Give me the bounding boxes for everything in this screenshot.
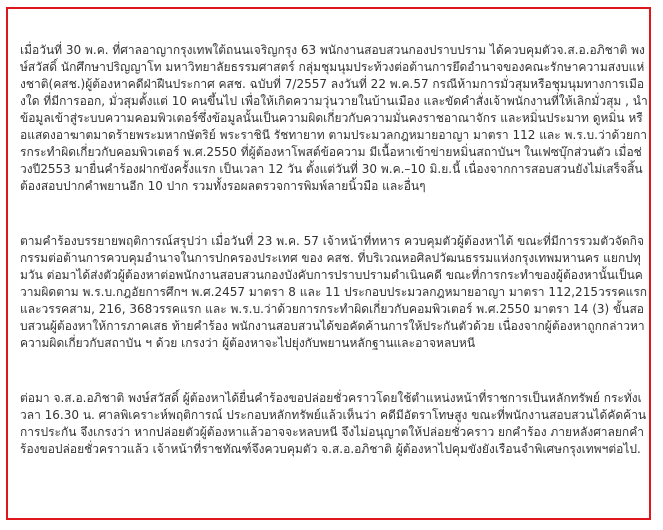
article-frame	[6, 7, 651, 520]
article-body	[20, 42, 648, 458]
article-paragraph-1: เมื่อวันที่ 30 พ.ค. ที่ศาลอาญากรุงเทพใต้ถนนเจริญกรุง 63 พนักงานสอบสวนกองปราบปราม ได้ควบคุมตัวจ.ส.อ.อภิชาติ พงษ์สวัสดิ์ นักศึกษาปริญญาโท มหาวิทยาลัยธรรมศาสตร์ กลุ่มชุมนุมประท้วงต่อต้านการยึดอำนาจของคณะรักษาความสงบแห่งชาติ(คสช.)ผู้ต้องหาคดีฝ่าฝืนประกาศ คสช. ฉบับที่ 7/2557 ลงวันที่ 22 พ.ค.57 กรณีห้ามการมั่วสุมหรือชุมนุมทางการเมืองใด ที่มีการออก, มั่วสุมตั้งแต่ 10 คนขึ้นไป เพื่อให้เกิดความวุ่นวายในบ้านเมือง และขัดคำสั่งเจ้าพนักงานที่ให้เลิกมั่วสุม , นำข้อมูลเข้าสู่ระบบความคอมพิวเตอร์ซึ่งข้อมูลนั้นเป็นความผิดเกี่ยวกับความมั่นคงราชอาณาจักร และหมิ่นประมาท ดูหมิ่น หรือแสดงอาฆาตมาดร้ายพระมหากษัตริย์ พระราชินี รัชทายาท ตามประมวลกฎหมายอาญา มาตรา 112 และ พ.ร.บ.ว่าด้วยการกระทำผิดเกี่ยวกับคอมพิวเตอร์ พ.ศ.2550 ที่ผู้ต้องหาโพสต์ข้อความ มีเนื้อหาเข้าข่ายหมิ่นสถาบันฯ ในเฟซบุ๊กส่วนตัว เมื่อช่วงปี2553 มายื่นคำร้องฝากขังครั้งแรก เป็นเวลา 12 วัน ตั้งแต่วันที่ 30 พ.ค.–10 มิ.ย.นี้ เนื่องจากการสอบสวนยังไม่เสร็จสิ้นต้องสอบปากคำพยานอีก 10 ปาก รวมทั้งรอผลตรวจการพิมพ์ลายนิ้วมือ และอื่นๆ	[20, 43, 648, 193]
article-paragraph-2: ตามคำร้องบรรยายพฤติการณ์สรุปว่า เมื่อวันที่ 23 พ.ค. 57 เจ้าหน้าที่ทหาร ควบคุมตัวผู้ต้องหาได้ ขณะที่มีการรวมตัวจัดกิจกรรมต่อต้านการควบคุมอำนาจในการปกครองประเทศ ของ คสช. ที่บริเวณหอศิลปวัฒนธรรมแห่งกรุงเทพมหานคร แยกปทุมวัน ต่อมาได้ส่งตัวผู้ต้องหาต่อพนักงานสอบสวนกองบังคับการปราบปรามดำเนินคดี ขณะที่การกระทำของผู้ต้องหานั้นเป็นความผิดตาม พ.ร.บ.กฎอัยการศึกฯ พ.ศ.2457 มาตรา 8 และ 11 ประกอบประมวลกฎหมายอาญา มาตรา 112,215วรรคแรกและวรรคสาม, 216, 368วรรคแรก และ พ.ร.บ.ว่าด้วยการกระทำผิดเกี่ยวกับคอมพิวเตอร์ พ.ศ.2550 มาตรา 14 (3) ขั้นสอบสวนผู้ต้องหาให้การภาคเสธ ท้ายคำร้อง พนักงานสอบสวนได้ขอคัดค้านการให้ประกันตัวด้วย เนื่องจากผู้ต้องหาถูกกล่าวหาความผิดเกี่ยวกับสถาบัน ฯ ด้วย เกรงว่า ผู้ต้องหาจะไปยุ่งกับพยานหลักฐานและอาจหลบหนี	[20, 234, 648, 350]
article-paragraph-3: ต่อมา จ.ส.อ.อภิชาติ พงษ์สวัสดิ์ ผู้ต้องหาได้ยื่นคำร้องขอปล่อยชั่วคราวโดยใช้ตำแหน่งหน้าที่ราชการเป็นหลักทรัพย์ กระทั่งเวลา 16.30 น. ศาลพิเคราะห์พฤติการณ์ ประกอบหลักทรัพย์แล้วเห็นว่า คดีมีอัตราโทษสูง ขณะที่พนักงานสอบสวนได้คัดค้านการประกัน จึงเกรงว่า หากปล่อยตัวผู้ต้องหาแล้วอาจจะหลบหนี จึงไม่อนุญาตให้ปล่อยชั่วคราว ยกคำร้อง ภายหลังศาลยกคำร้องขอปล่อยชั่วคราวแล้ว เจ้าหน้าที่ราชทัณฑ์จึงควบคุมตัว จ.ส.อ.อภิชาติ ผู้ต้องหาไปคุมขังยังเรือนจำพิเศษกรุงเทพฯต่อไป.	[20, 391, 647, 456]
